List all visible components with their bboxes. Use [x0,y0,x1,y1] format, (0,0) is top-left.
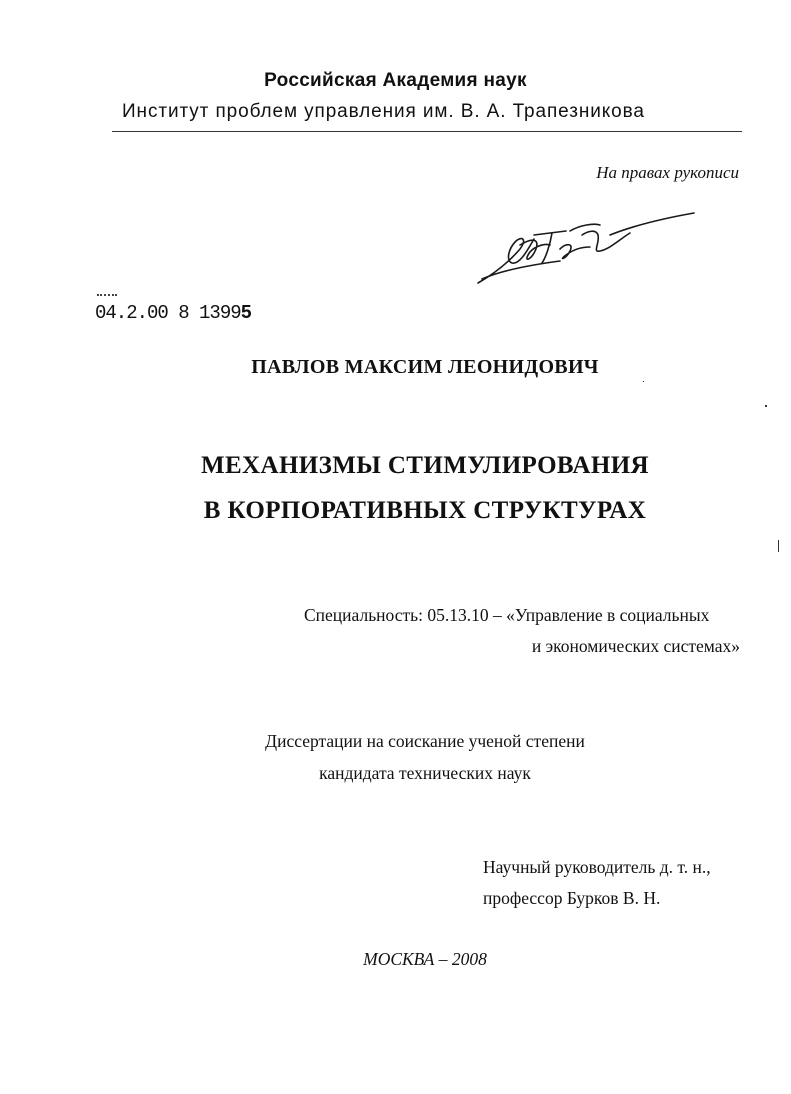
dissertation-line-2: кандидата технических наук [319,763,531,783]
manuscript-note: На правах рукописи [596,163,739,182]
signature-image [470,205,700,300]
stamp-dots [97,294,117,299]
header-divider [112,131,742,132]
specialty-line-1: Специальность: 05.13.10 – «Управление в социальных [304,605,710,625]
organization-name: Российская Академия наук [264,70,527,91]
institute-name: Институт проблем управления им. В. А. Трапезникова [122,101,645,122]
title-line-1: МЕХАНИЗМЫ СТИМУЛИРОВАНИЯ [200,452,650,479]
stamp-number: 04.2.00 8 1399 [95,302,241,324]
title-line-2: В КОРПОРАТИВНЫХ СТРУКТУРАХ [203,497,647,524]
scan-speck [643,381,644,382]
registration-stamp [95,302,251,324]
stamp-number-last: 5 [240,302,252,324]
dissertation-line-1: Диссертации на соискание ученой степени [265,731,585,751]
specialty-line-2: и экономических системах» [531,636,740,656]
supervisor-line-2: профессор Бурков В. Н. [483,888,661,908]
supervisor-line-1: Научный руководитель д. т. н., [483,857,711,877]
scan-speck [765,405,767,407]
author-name: ПАВЛОВ МАКСИМ ЛЕОНИДОВИЧ [251,356,599,378]
scan-speck [778,540,779,552]
city-year: МОСКВА – 2008 [363,949,487,969]
